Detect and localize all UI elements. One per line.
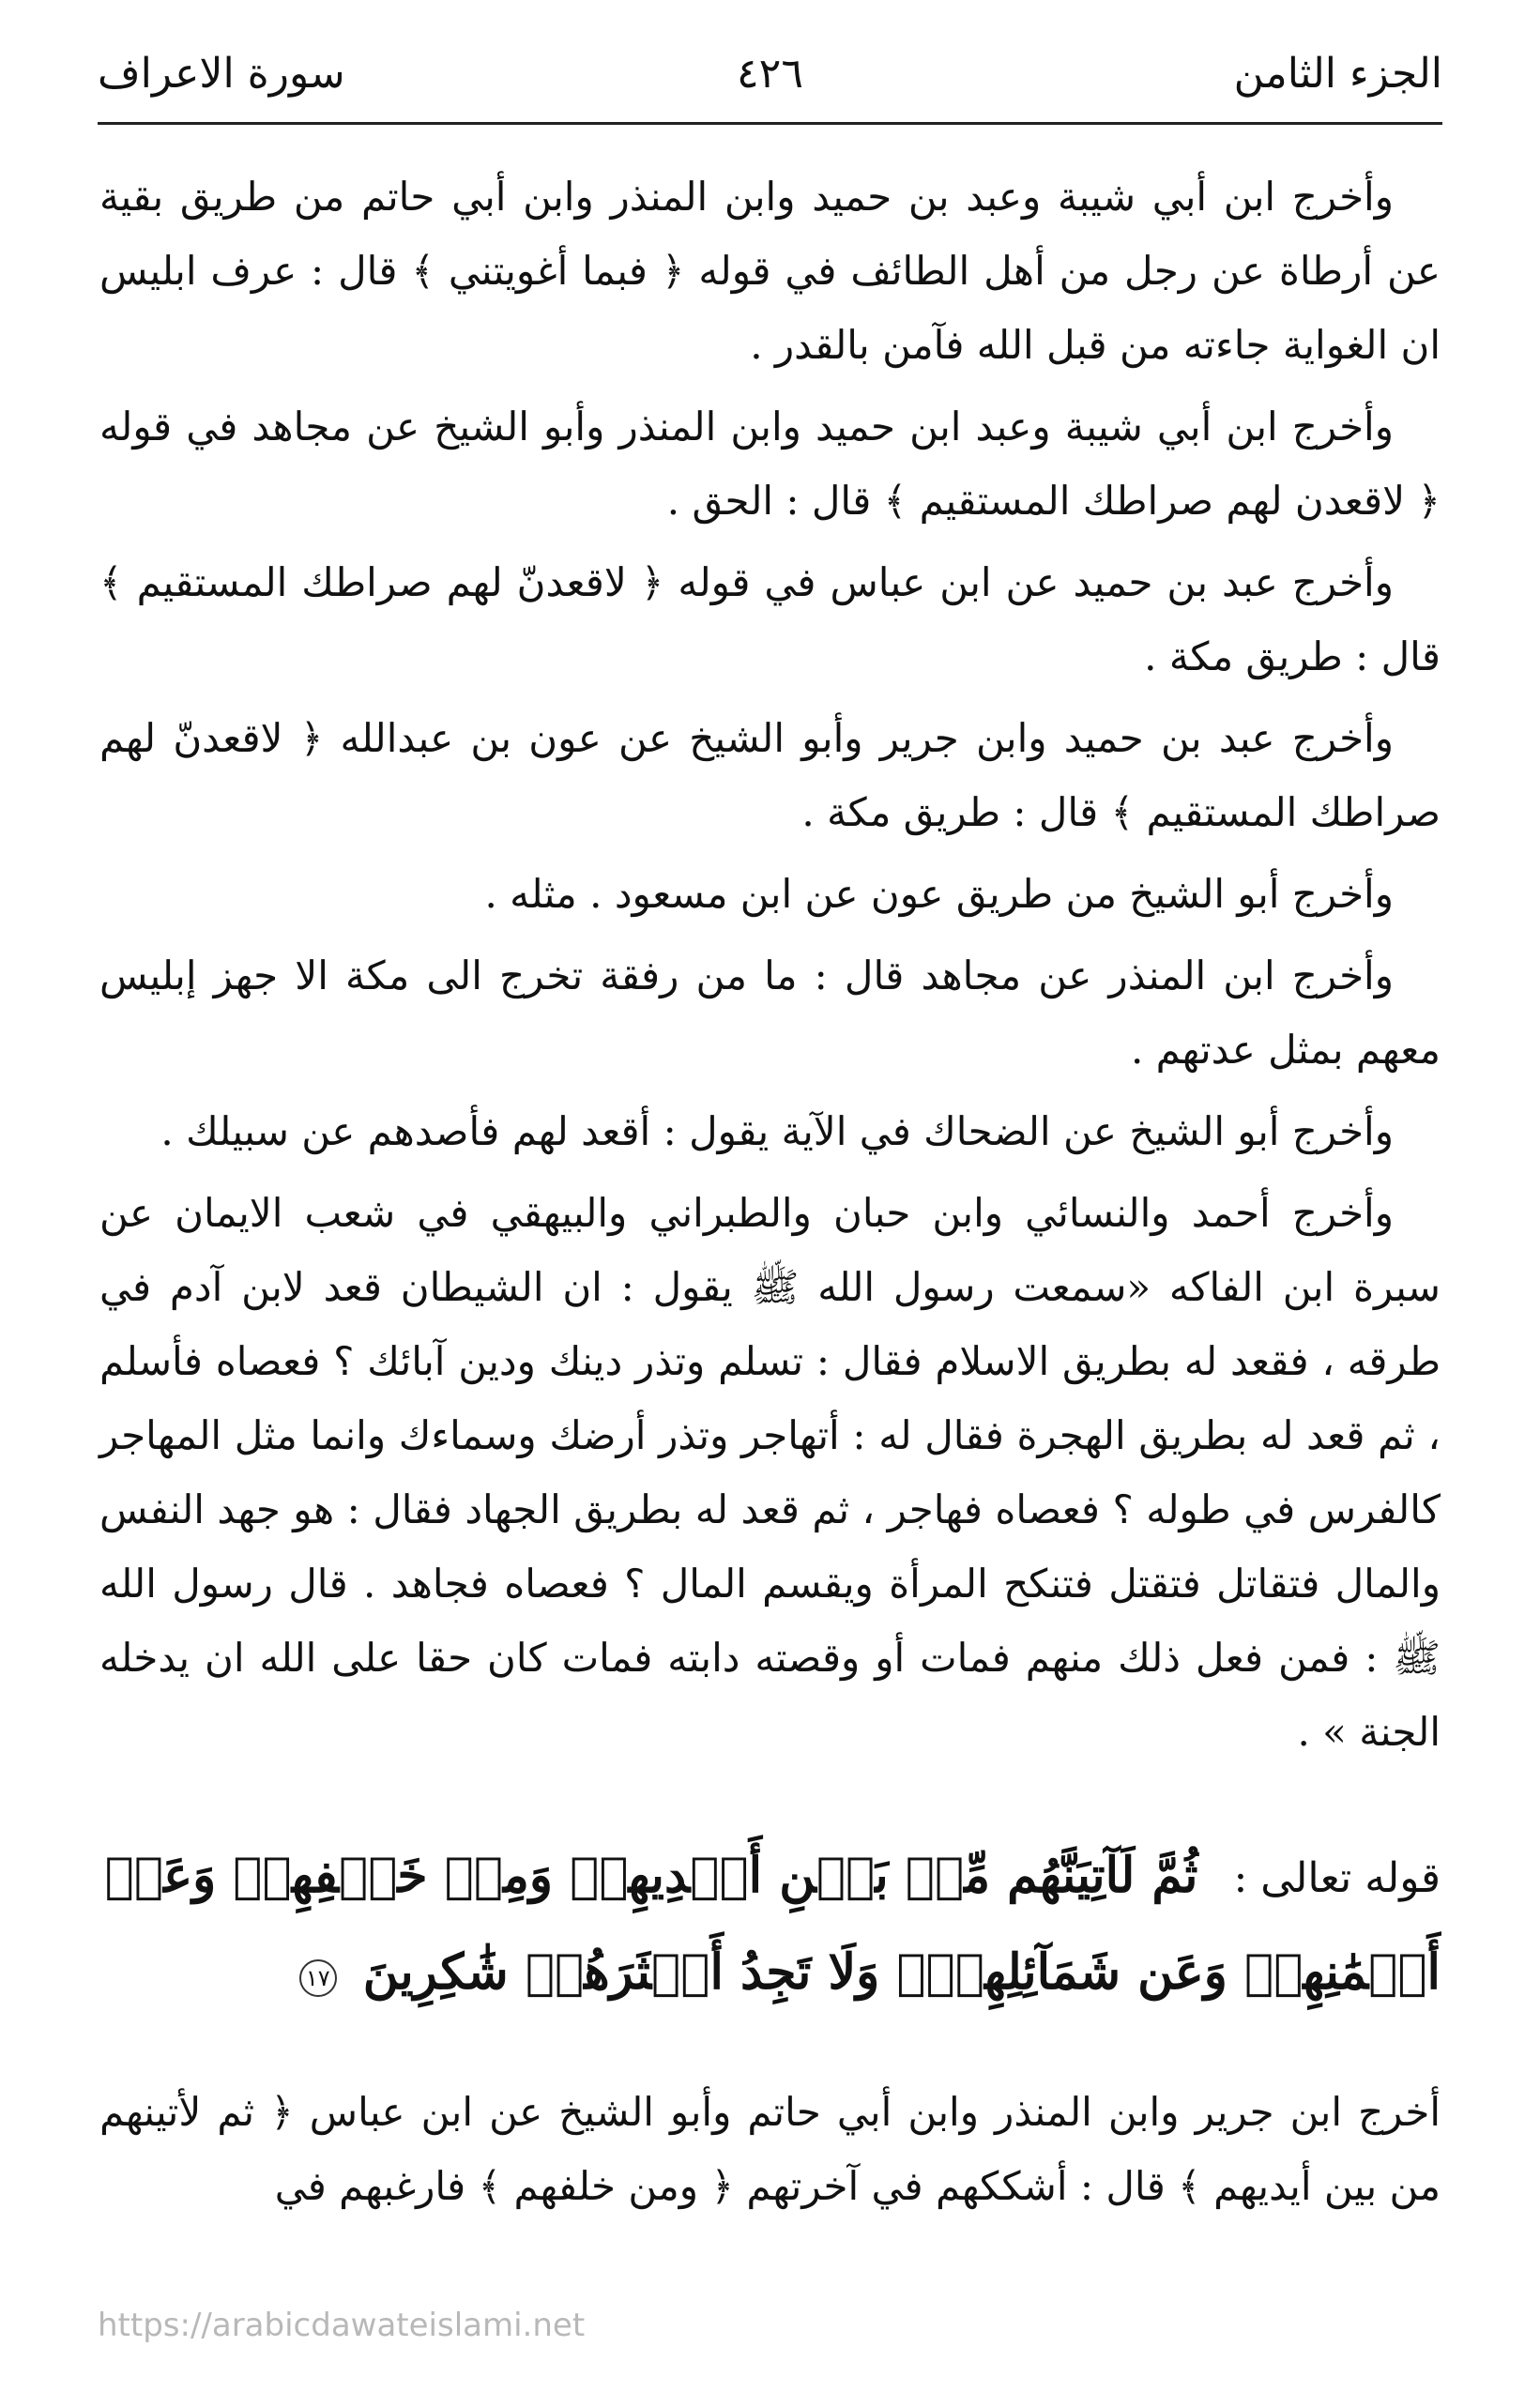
- paragraph: وأخرج أبو الشيخ عن الضحاك في الآية يقول : أقعد لهم فأصدهم عن سبيلك .: [160, 1108, 1394, 1154]
- verse-number: ١٧: [299, 1959, 337, 1997]
- part-title: الجزء الثامن: [1233, 50, 1442, 98]
- paragraph: وأخرج عبد بن حميد وابن جرير وأبو الشيخ عن عون بن عبدالله ﴿ لاقعدنّ لهم صراطك المستقيم ﴾ قال : طريق مكة .: [99, 715, 1441, 835]
- page-header: [98, 34, 1442, 114]
- verse-text: ثُمَّ لَآتِيَنَّهُم مِّنۢ بَيۡنِ أَيۡدِيهِمۡ وَمِنۡ خَلۡفِهِمۡ وَعَنۡ أَيۡمَٰنِهِمۡ وَعَن شَمَآئِلِهِمۡۖ وَلَا تَجِدُ أَكۡثَرَهُمۡ شَٰكِرِينَ: [104, 1847, 1441, 2001]
- page-body: [99, 160, 1441, 2223]
- quran-verse: [99, 1829, 1441, 2022]
- paragraph: وأخرج أبو الشيخ من طريق عون عن ابن مسعود . مثله .: [484, 871, 1394, 917]
- verse-intro: قوله تعالى :: [1233, 1854, 1441, 1902]
- paragraph: وأخرج ابن أبي شيبة وعبد ابن حميد وابن المنذر وأبو الشيخ عن مجاهد في قوله ﴿ لاقعدن لهم صراطك المستقيم ﴾ قال : الحق .: [99, 404, 1441, 524]
- watermark-url: https://arabicdawateislami.net: [98, 2307, 586, 2344]
- paragraph: وأخرج عبد بن حميد عن ابن عباس في قوله ﴿ لاقعدنّ لهم صراطك المستقيم ﴾ قال : طريق مكة .: [99, 559, 1441, 679]
- surah-title: سورة الاعراف: [98, 50, 345, 98]
- paragraph: وأخرج ابن أبي شيبة وعبد بن حميد وابن المنذر وابن أبي حاتم من طريق بقية عن أرطاة عن رجل من أهل الطائف في قوله ﴿ فبما أغويتني ﴾ قال : عرف ابليس ان الغواية جاءته من قبل الله فآمن بالقدر .: [99, 174, 1441, 368]
- header-rule: [98, 122, 1442, 125]
- page-number: ٤٢٦: [737, 50, 803, 98]
- paragraph: وأخرج ابن المنذر عن مجاهد قال : ما من رفقة تخرج الى مكة الا جهز إبليس معهم بمثل عدتهم .: [99, 952, 1441, 1073]
- paragraph: أخرج ابن جرير وابن المنذر وابن أبي حاتم وأبو الشيخ عن ابن عباس ﴿ ثم لأتينهم من بين أيديهم ﴾ قال : أشككهم في آخرتهم ﴿ ومن خلفهم ﴾ فارغبهم في: [99, 2089, 1441, 2209]
- paragraph: وأخرج أحمد والنسائي وابن حبان والطبراني والبيهقي في شعب الايمان عن سبرة ابن الفاكه «سمعت رسول الله ﷺ يقول : ان الشيطان قعد لابن آدم في طرقه ، فقعد له بطريق الاسلام فقال : تسلم وتذر دينك ودين آبائك ؟ فعصاه فأسلم ، ثم قعد له بطريق الهجرة فقال له : أتهاجر وتذر أرضك وسماءك وانما مثل المهاجر كالفرس في طوله ؟ فعصاه فهاجر ، ثم قعد له بطريق الجهاد فقال : هو جهد النفس والمال فتقاتل فتقتل فتنكح المرأة ويقسم المال ؟ فعصاه فجاهد . قال رسول الله ﷺ : فمن فعل ذلك منهم فمات أو وقصته دابته فمات كان حقا على الله ان يدخله الجنة » .: [99, 1190, 1441, 1755]
